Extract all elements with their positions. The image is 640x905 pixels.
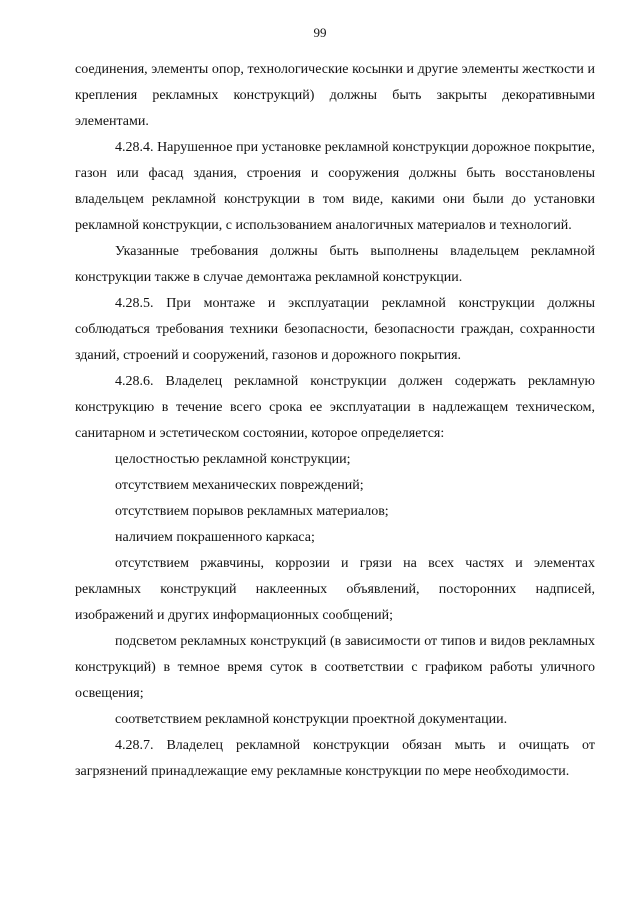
paragraph-continuation: соединения, элементы опор, технологические косынки и другие элементы жесткости и крепления рекламных конструкций) должны быть закрыты декоративными элементами. xyxy=(75,62,595,129)
list-item-no-rust: отсутствием ржавчины, коррозии и грязи на всех частях и элементах рекламных конструкций наклеенных объявлений, посторонних надписей, изображений и других информационных сообщений; xyxy=(75,556,595,623)
document-body xyxy=(75,57,595,785)
list-item-no-tears: отсутствием порывов рекламных материалов; xyxy=(115,504,389,519)
list-item-illumination: подсветом рекламных конструкций (в зависимости от типов и видов рекламных конструкций) в темное время суток в соответствии с графиком работы уличного освещения; xyxy=(75,634,595,701)
paragraph-4-28-5: 4.28.5. При монтаже и эксплуатации рекламной конструкции должны соблюдаться требования техники безопасности, безопасности граждан, сохранности зданий, строений и сооружений, газонов и дорожного покрытия. xyxy=(75,296,595,363)
list-item-painted-frame: наличием покрашенного каркаса; xyxy=(115,530,315,545)
list-item-integrity: целостностью рекламной конструкции; xyxy=(115,452,351,467)
page-number: 99 xyxy=(313,25,327,40)
list-item-project-compliance: соответствием рекламной конструкции проектной документации. xyxy=(115,712,508,727)
paragraph-demontage-requirements: Указанные требования должны быть выполнены владельцем рекламной конструкции также в случае демонтажа рекламной конструкции. xyxy=(75,244,595,285)
paragraph-4-28-7: 4.28.7. Владелец рекламной конструкции обязан мыть и очищать от загрязнений принадлежащие ему рекламные конструкции по мере необходимости. xyxy=(75,738,595,779)
list-item-no-damage: отсутствием механических повреждений; xyxy=(115,478,364,493)
paragraph-4-28-4: 4.28.4. Нарушенное при установке рекламной конструкции дорожное покрытие, газон или фасад здания, строения и сооружения должны быть восстановлены владельцем рекламной конструкции в том виде, какими они были до установки рекламной конструкции, с использованием аналогичных материалов и технологий. xyxy=(75,140,595,233)
paragraph-4-28-6: 4.28.6. Владелец рекламной конструкции должен содержать рекламную конструкцию в течение всего срока ее эксплуатации в надлежащем техническом, санитарном и эстетическом состоянии, которое определяется: xyxy=(75,374,595,441)
